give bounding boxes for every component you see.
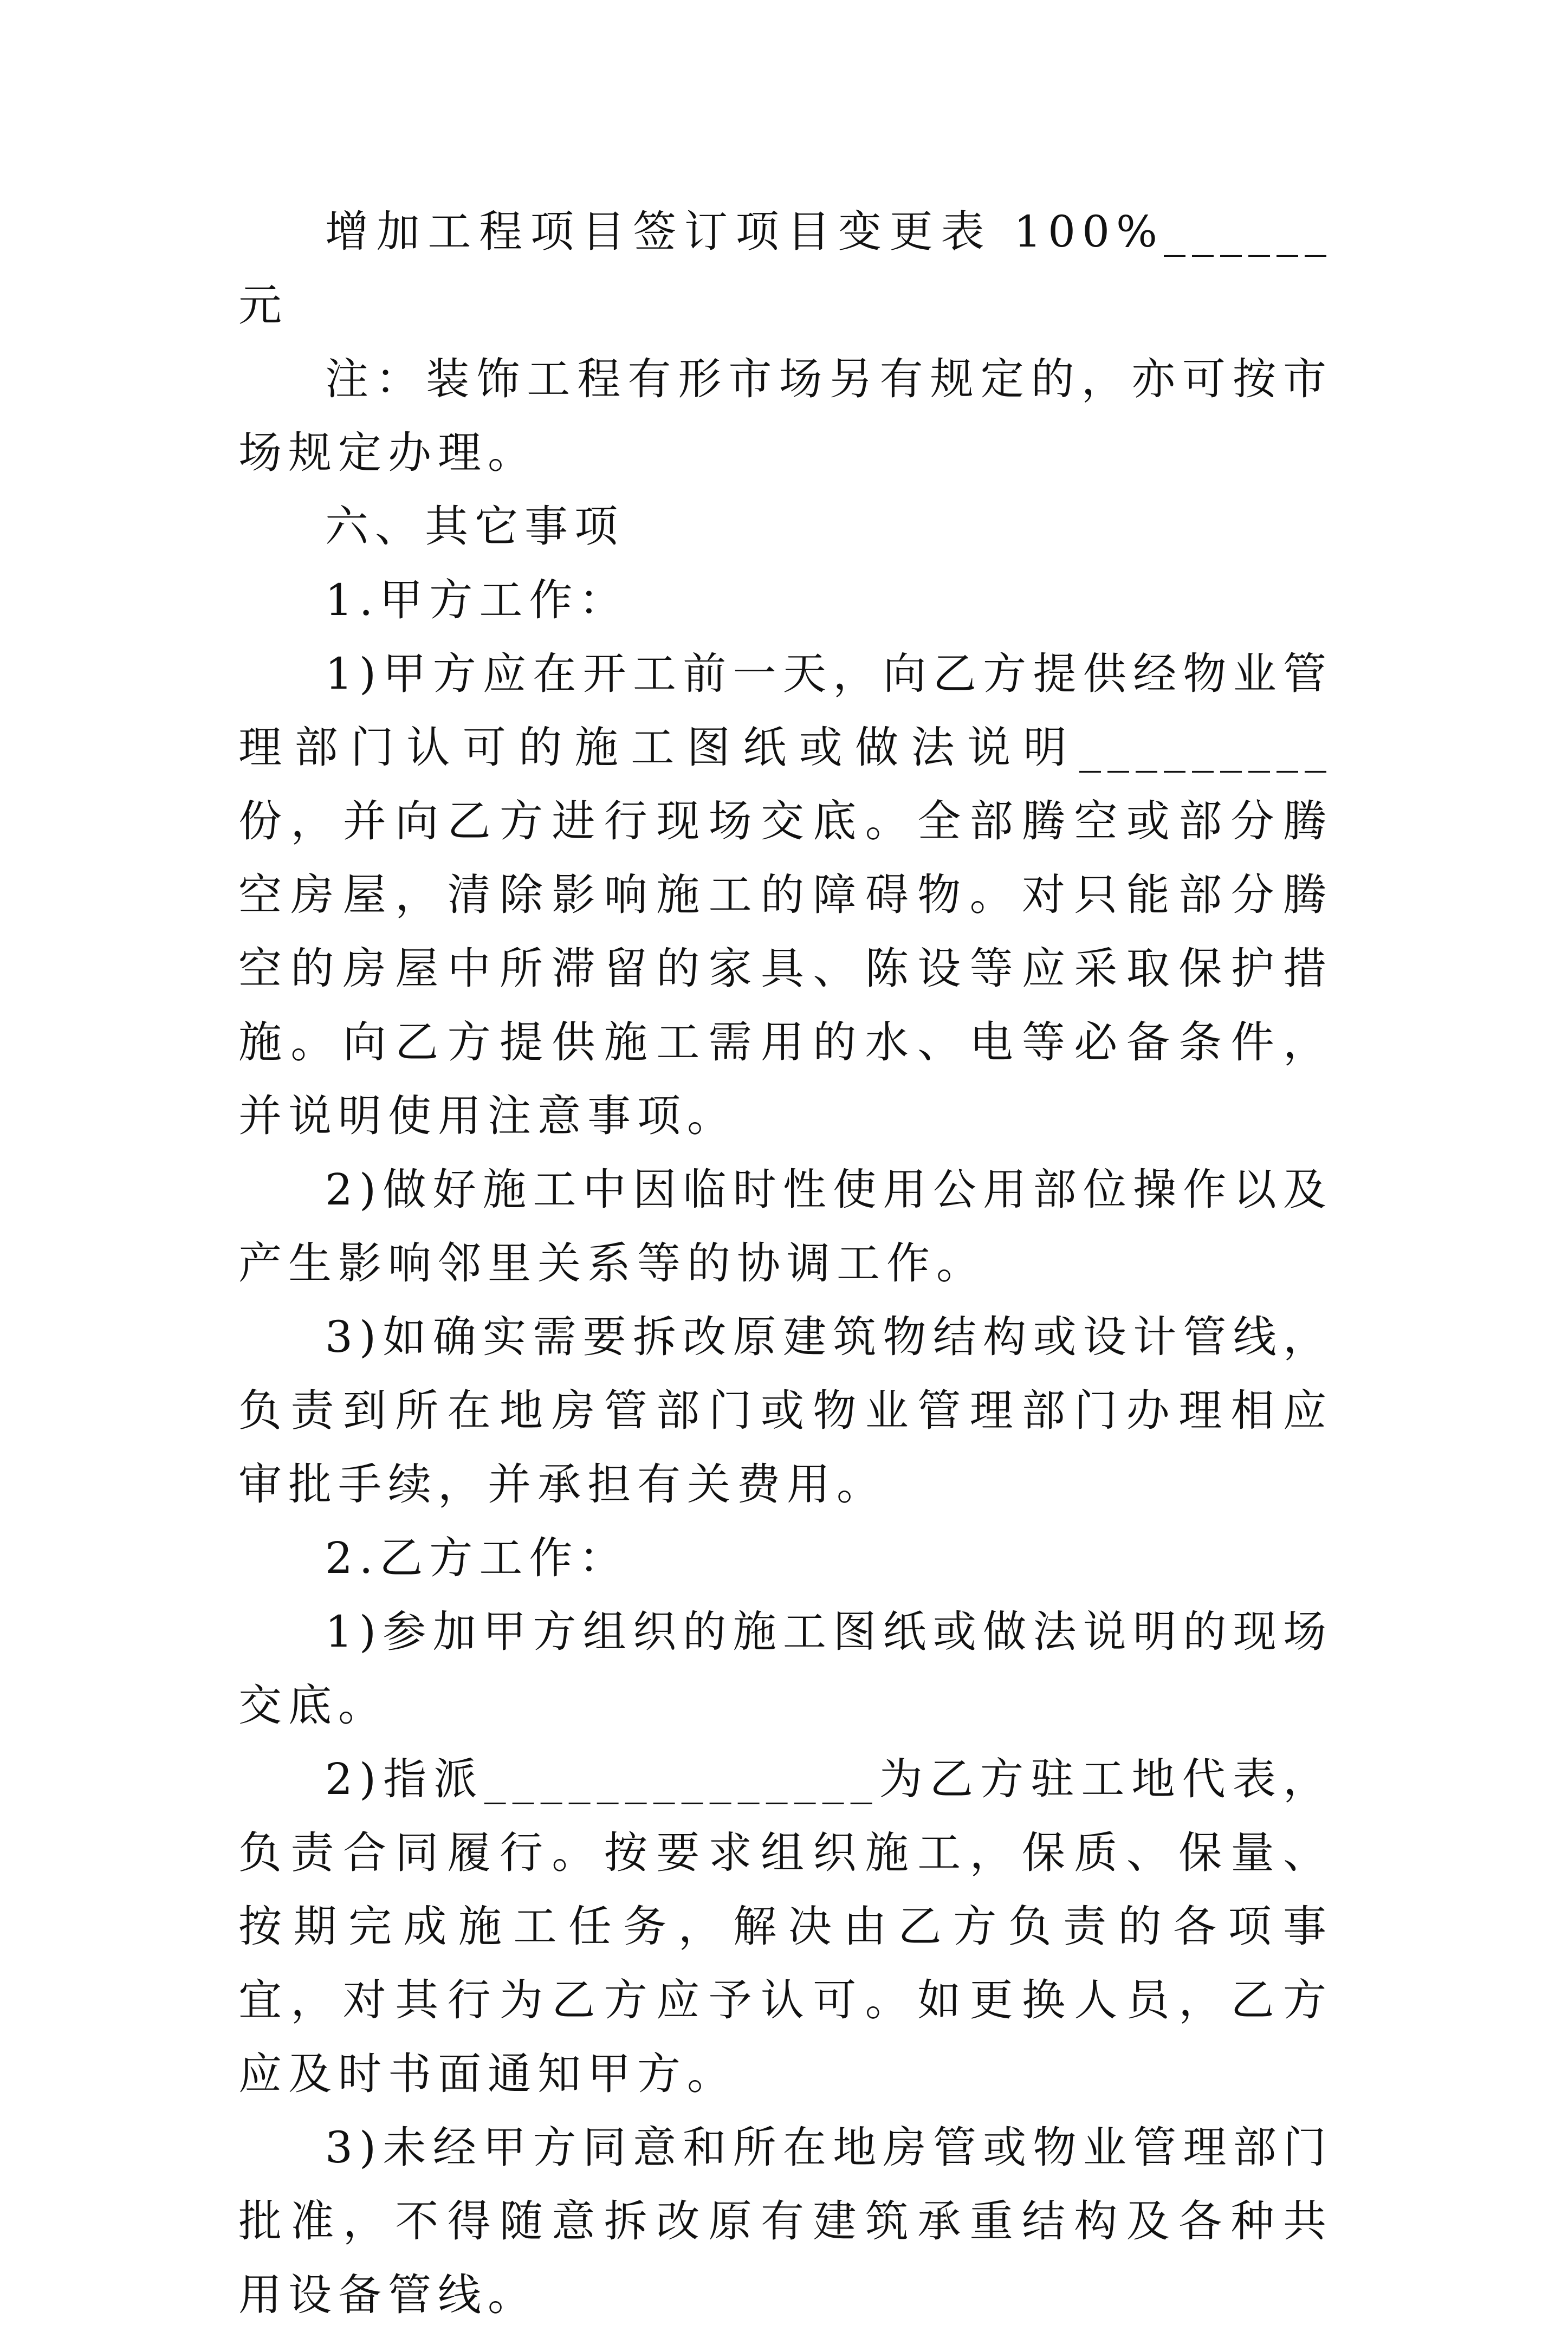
- section-heading-other-matters: [238, 490, 1333, 563]
- paragraph-party-a-item-2: [238, 1153, 1333, 1300]
- paragraph-party-b-item-1: [238, 1595, 1333, 1742]
- paragraph-party-b-item-3: [238, 2111, 1333, 2332]
- paragraph-party-a-item-3: [238, 1300, 1333, 1521]
- paragraph-added-project-amount: [238, 195, 1333, 342]
- copies-blank: _________: [1079, 722, 1333, 773]
- paragraph-tail: 为乙方驻工地代表，负责合同履行。按要求组织施工，保质、保量、按期完成施工任务，解决由乙方负责的各项事宜，对其行为乙方应予认可。如更换人员，乙方应及时书面通知甲方。: [238, 1754, 1333, 2099]
- paragraph-text: 3)未经甲方同意和所在地房管或物业管理部门批准，不得随意拆改原有建筑承重结构及各种共用设备管线。: [238, 2122, 1333, 2320]
- paragraph-text: 2)做好施工中因临时性使用公用部位操作以及产生影响邻里关系等的协调工作。: [238, 1164, 1333, 1288]
- paragraph-tail: 元: [238, 280, 288, 331]
- paragraph-note: [238, 342, 1333, 490]
- section-heading-text: 六、其它事项: [325, 501, 624, 552]
- paragraph-text: 2)指派: [325, 1754, 484, 1804]
- subsection-heading-text: 2.乙方工作：: [325, 1533, 629, 1583]
- document-page: [238, 195, 1333, 2332]
- paragraph-text: 1)甲方应在开工前一天，向乙方提供经物业管理部门认可的施工图纸或做法说明: [238, 649, 1333, 773]
- paragraph-text: 注：装饰工程有形市场另有规定的，亦可按市场规定办理。: [238, 354, 1333, 478]
- paragraph-party-b-item-2: [238, 1742, 1333, 2111]
- representative-blank: ______________: [484, 1754, 879, 1804]
- subsection-heading-text: 1.甲方工作：: [325, 575, 629, 625]
- paragraph-text: 1)参加甲方组织的施工图纸或做法说明的现场交底。: [238, 1607, 1333, 1731]
- paragraph-text: 增加工程项目签订项目变更表 100%: [325, 206, 1164, 257]
- paragraph-tail: 份，并向乙方进行现场交底。全部腾空或部分腾空房屋，清除影响施工的障碍物。对只能部分腾空的房屋中所滞留的家具、陈设等应采取保护措施。向乙方提供施工需用的水、电等必备条件，并说明使用注意事项。: [238, 796, 1333, 1141]
- paragraph-party-a-item-1: [238, 637, 1333, 1153]
- amount-blank: ______: [1164, 206, 1333, 257]
- subsection-heading-party-b: [238, 1521, 1333, 1595]
- paragraph-text: 3)如确实需要拆改原建筑物结构或设计管线，负责到所在地房管部门或物业管理部门办理相应审批手续，并承担有关费用。: [238, 1312, 1333, 1510]
- subsection-heading-party-a: [238, 563, 1333, 637]
